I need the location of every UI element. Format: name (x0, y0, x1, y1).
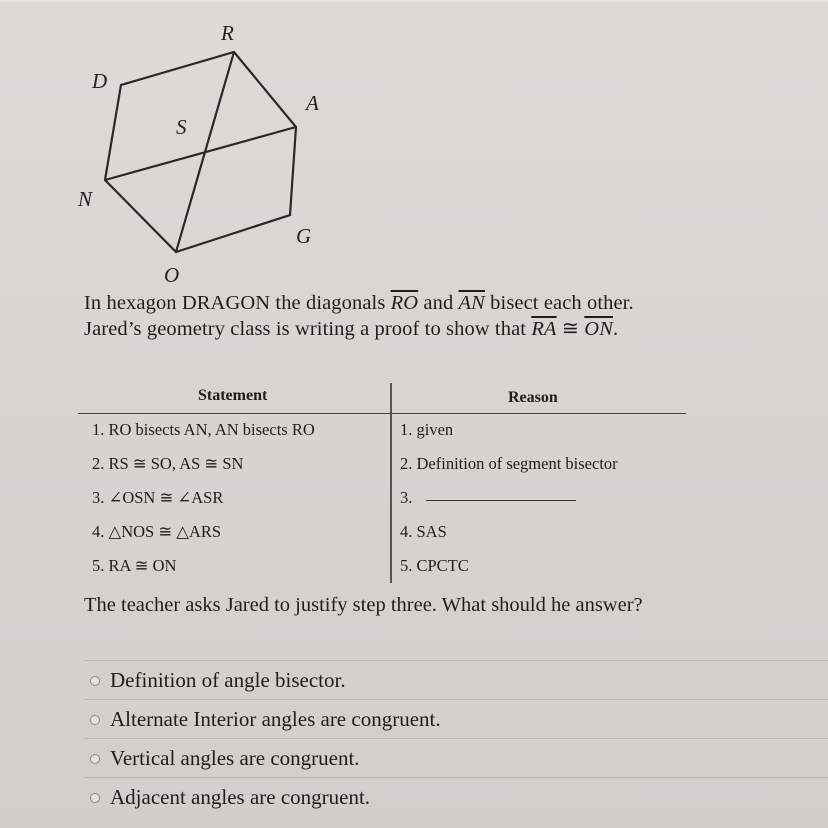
reason-cell: 2. Definition of segment bisector (400, 454, 618, 473)
proof-row (78, 482, 686, 516)
proof-row (78, 516, 686, 550)
vertex-label-a: A (306, 91, 319, 115)
radio-button[interactable] (90, 793, 100, 803)
reason-cell: 5. CPCTC (400, 556, 469, 575)
reason-cell: 1. given (400, 420, 454, 439)
statement-cell: 2. RS ≅ SO, AS ≅ SN (92, 454, 244, 473)
proof-table (78, 383, 686, 584)
reason-blank (426, 500, 576, 501)
option-label: Vertical angles are congruent. (110, 746, 360, 770)
segment-an: $\overline{AN}$ (458, 292, 485, 314)
option-label: Definition of angle bisector. (110, 668, 346, 692)
segment-ra: $\overline{RA}$ (531, 318, 557, 340)
radio-button[interactable] (90, 676, 100, 686)
hexagon-outline (105, 52, 296, 252)
vertex-label-r: R (221, 21, 234, 45)
answer-option[interactable] (84, 699, 828, 738)
reason-cell (400, 488, 576, 508)
statement-cell: 3. ∠OSN ≅ ∠ASR (92, 488, 224, 507)
proof-table-header (78, 383, 686, 414)
proof-row (78, 550, 686, 584)
answer-option[interactable] (84, 738, 828, 777)
hexagon-figure (40, 10, 370, 288)
vertex-label-s: S (176, 115, 187, 139)
reason-header: Reason (508, 389, 558, 406)
top-edge (0, 0, 828, 2)
hexagon-diagram (40, 10, 370, 288)
answer-options (84, 660, 828, 816)
problem-part: In hexagon DRAGON the diagonals (84, 292, 391, 314)
statement-cell: 5. RA ≅ ON (92, 556, 177, 575)
radio-button[interactable] (90, 754, 100, 764)
proof-row (78, 448, 686, 482)
reason-cell: 4. SAS (400, 522, 447, 541)
congruent-symbol: ≅ (556, 318, 585, 340)
statement-cell: 1. RO bisects AN, AN bisects RO (92, 420, 315, 439)
segment-on: $\overline{ON}$ (584, 318, 613, 340)
segment-ro: $\overline{RO}$ (390, 292, 419, 314)
problem-part: and (418, 292, 459, 314)
reason-number: 3. (400, 488, 413, 507)
statement-cell: 4. △NOS ≅ △ARS (92, 522, 222, 541)
problem-part: bisect each other. Jared’s geometry class is writing a proof to show that (84, 292, 634, 340)
question-text: The teacher asks Jared to justify step three. What should he answer? (84, 594, 643, 616)
problem-text (84, 290, 694, 342)
vertex-label-o: O (164, 263, 180, 287)
vertex-label-n: N (78, 187, 93, 211)
option-label: Alternate Interior angles are congruent. (110, 707, 441, 731)
diagonal-an (105, 127, 296, 180)
option-label: Adjacent angles are congruent. (110, 785, 371, 809)
problem-part: . (612, 318, 619, 340)
proof-row (78, 414, 686, 448)
answer-option[interactable] (84, 660, 828, 699)
radio-button[interactable] (90, 715, 100, 725)
vertex-label-g: G (296, 224, 312, 248)
vertex-label-d: D (92, 69, 108, 93)
answer-option[interactable] (84, 777, 828, 816)
statement-header: Statement (198, 387, 268, 404)
